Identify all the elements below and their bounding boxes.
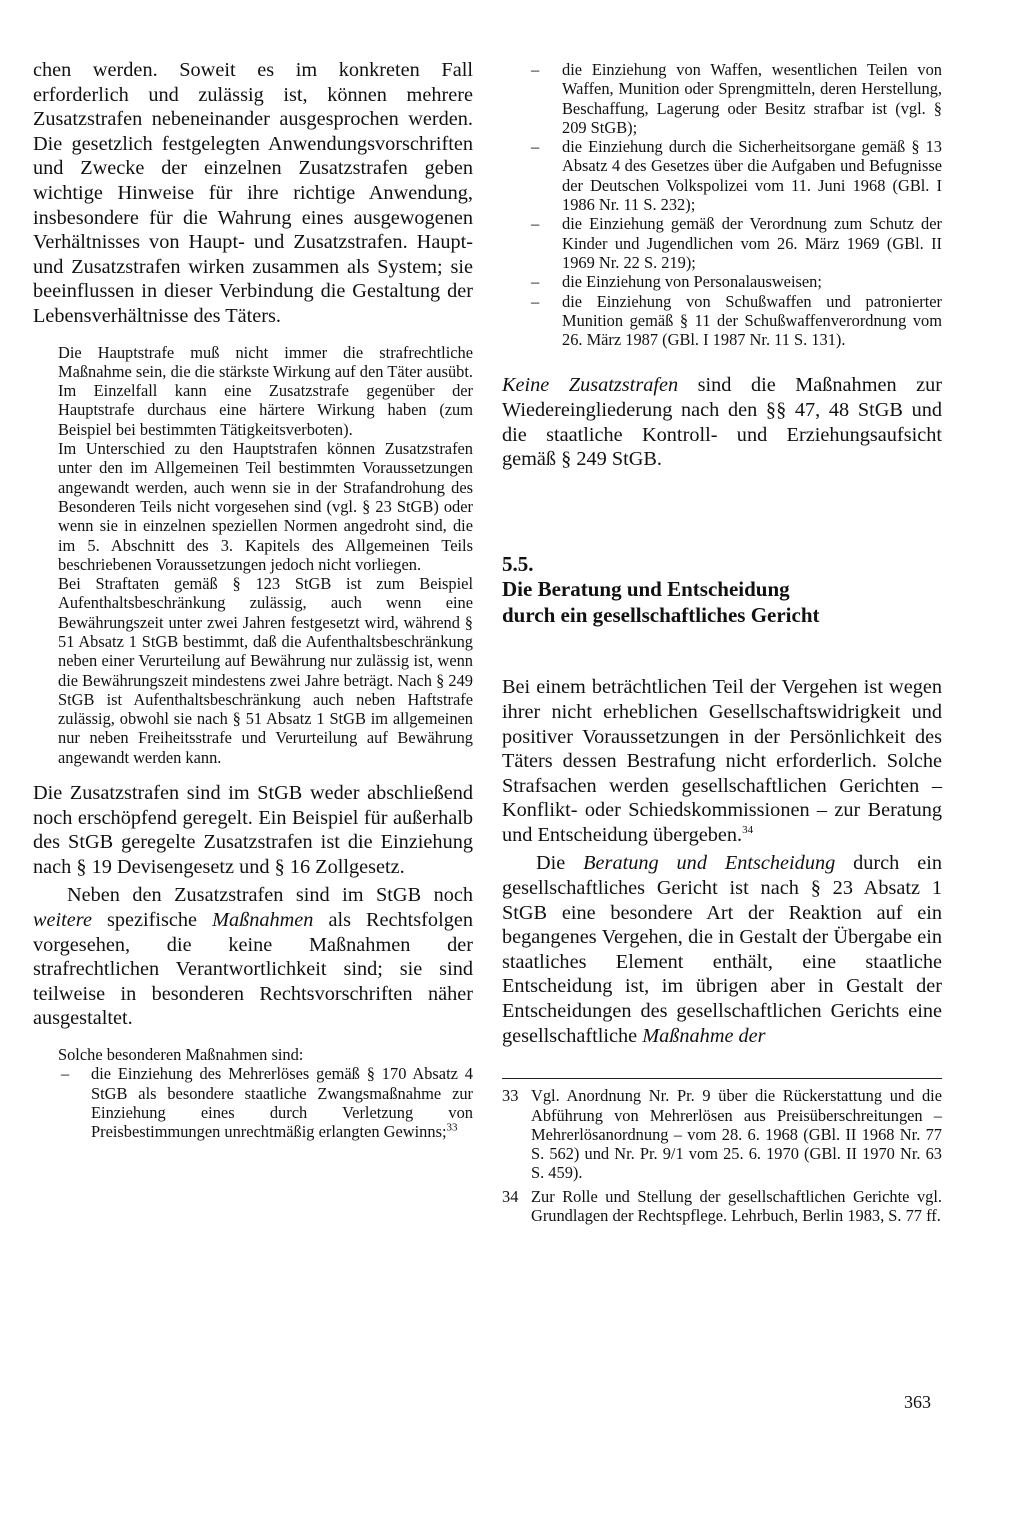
intro-paragraph: chen werden. Soweit es im konkreten Fall erforderlich und zulässig ist, können mehrere Zusatzstrafen nebeneinander ausgesprochen werden. Die gesetzlich festgelegten Anwendungsvorschriften und Zwecke der einzelnen Zusatzstrafen geben wichtige Hinweise für ihre richtige Anwendung, insbesondere für die Wahrung eines ausgewogenen Verhältnisses von Haupt- und Zusatzstrafen. Haupt- und Zusatzstrafen wirken zusammen als System; sie beeinflussen in dieser Verbindung die Gestaltung der Lebensverhältnisse des Täters. — [33, 59, 473, 327]
footnote-number: 34 — [502, 1186, 519, 1206]
paragraph-zusatzstrafen: Die Zusatzstrafen sind im StGB weder abschließend noch erschöpfend geregelt. Ein Beispiel für außerhalb des StGB geregelte Zusatzstrafen ist die Einziehung nach § 19 Devisengesetz und § 16 Zollgesetz. — [33, 782, 473, 878]
list-intro: Solche besonderen Maßnahmen sind: — [58, 1045, 304, 1064]
footnote-divider — [502, 1078, 942, 1079]
einziehung-list — [531, 60, 942, 349]
footnote — [502, 1187, 942, 1226]
section-title-line: Die Beratung und Entscheidung — [502, 577, 790, 602]
list-item: – die Einziehung des Mehrerlöses gemäß § 170 Absatz 4 StGB als besondere staatliche Zwangsmaßnahme zur Einziehung eines durch Verletzung von Preisbestimmungen unrechtmäßig erlangten Gewinns;$^{33}$ — [61, 1064, 473, 1141]
footnote-text: Zur Rolle und Stellung der gesellschaftlichen Gerichte vgl. Grundlagen der Rechtspflege. Lehrbuch, Berlin 1983, S. 77 ff. — [531, 1186, 942, 1226]
footnote-ref: 33 — [446, 1121, 458, 1134]
list-item: – die Einziehung von Waffen, wesentlichen Teilen von Waffen, Munition oder Sprengmitteln, deren Herstellung, Beschaffung, Lagerung oder Besitz strafbar ist (vgl. § 209 StGB); — [531, 60, 942, 137]
right-column — [502, 60, 942, 1225]
list-item: – die Einziehung von Schußwaffen und patronierter Munition gemäß § 11 der Schußwaffenverordnung vom 26. März 1987 (GBl. I 1987 Nr. 11 S. 131). — [531, 292, 942, 350]
list-item: – die Einziehung von Personalausweisen; — [531, 272, 942, 291]
footnotes — [502, 1086, 942, 1225]
footnote-text: Vgl. Anordnung Nr. Pr. 9 über die Rückerstattung und die Abführung von Mehrerlösen aus Preisüberschreitungen – Mehrerlösanordnung – vom 28. 6. 1968 (GBl. II 1968 Nr. 77 S. 562) und Nr. Pr. 9/1 vom 25. 6. 1970 (GBl. II 1970 Nr. 63 S. 459). — [531, 1086, 942, 1183]
footnote-ref: 34 — [742, 824, 754, 837]
note-paragraph: Die Hauptstrafe muß nicht immer die strafrechtliche Maßnahme sein, die die stärkste Wirkung auf den Täter ausübt. Im Einzelfall kann eine Zusatzstrafe gegenüber der Hauptstrafe durchaus eine härtere Wirkung haben (zum Beispiel bei bestimmten Tätigkeitsverboten). — [58, 342, 473, 439]
footnote-number: 33 — [502, 1086, 519, 1106]
list-item: – die Einziehung gemäß der Verordnung zum Schutz der Kinder und Jugendlichen vom 26. März 1969 (GBl. II 1969 Nr. 22 S. 219); — [531, 214, 942, 272]
special-measures-list — [61, 1064, 473, 1141]
page-number: 363 — [904, 1392, 931, 1412]
indented-note — [33, 343, 473, 768]
section-number: 5.5. — [502, 551, 534, 576]
footnote — [502, 1086, 942, 1182]
paragraph-keine-zusatzstrafen: Keine Zusatzstrafen sind die Maßnahmen zur Wiedereingliederung nach den §§ 47, 48 StGB und die staatliche Kontroll- und Erziehungsaufsicht gemäß § 249 StGB. — [502, 374, 943, 471]
section-paragraph: Die Beratung und Entscheidung durch ein gesellschaftliches Gericht ist nach § 23 Absatz 1 StGB eine besondere Art der Reaktion auf ein begangenes Vergehen, die in Gestalt der Übergabe ein staatliches Element enthält, eine staatliche Entscheidung ist, im übrigen aber in Gestalt der Entscheidungen des gesellschaftlichen Gerichts eine gesellschaftliche Maßnahme der — [502, 852, 942, 1047]
left-column — [33, 58, 473, 1141]
list-item: – die Einziehung durch die Sicherheitsorgane gemäß § 13 Absatz 4 des Gesetzes über die Aufgaben und Befugnisse der Deutschen Volkspolizei vom 11. Juni 1968 (GBl. I 1986 Nr. 11 S. 232); — [531, 137, 942, 214]
paragraph-weitere-massnahmen: Neben den Zusatzstrafen sind im StGB noch weitere spezifische Maßnahmen als Rechtsfolgen vorgesehen, die keine Maßnahmen der strafrechtlichen Verantwortlichkeit sind; sie sind teilweise in besonderen Rechtsvorschriften näher ausgestaltet. — [33, 884, 473, 1030]
section-paragraph: Bei einem beträchtlichen Teil der Vergehen ist wegen ihrer nicht erheblichen Gesellschaftswidrigkeit und positiver Voraussetzungen in der Persönlichkeit des Täters dessen Bestrafung nicht erforderlich. Solche Strafsachen werden gesellschaftlichen Gerichten – Konflikt- oder Schiedskommissionen – zur Beratung und Entscheidung übergeben.$^{34}$ — [502, 676, 942, 846]
note-paragraph: Bei Straftaten gemäß § 123 StGB ist zum Beispiel Aufenthaltsbeschränkung zulässig, auch wenn eine Bewährungszeit unter zwei Jahren festgesetzt wird, während § 51 Absatz 1 StGB bestimmt, daß die Aufenthaltsbeschränkung neben einer Verurteilung auf Bewährung nur zulässig ist, wenn die Bewährungszeit mindestens zwei Jahre beträgt. Nach § 249 StGB ist Aufenthaltsbeschränkung auch neben Haftstrafe zulässig, obwohl sie nach § 51 Absatz 1 StGB im allgemeinen nur neben Freiheitsstrafe und Verurteilung auf Bewährung angewandt werden kann. — [58, 574, 473, 767]
section-title-line: durch ein gesellschaftliches Gericht — [502, 603, 820, 628]
section-heading — [502, 552, 942, 629]
note-paragraph: Im Unterschied zu den Hauptstrafen können Zusatzstrafen unter den im Allgemeinen Teil bestimmten Voraussetzungen angewandt werden, auch wenn sie in der Strafandrohung des Besonderen Teils nicht vorgesehen sind (vgl. § 23 StGB) oder wenn sie in einzelnen speziellen Normen angedroht sind, die im 5. Abschnitt des 3. Kapitels des Allgemeinen Teils beschriebenen Voraussetzungen jedoch nicht vorliegen. — [58, 439, 473, 574]
special-measures-block — [33, 1045, 473, 1064]
